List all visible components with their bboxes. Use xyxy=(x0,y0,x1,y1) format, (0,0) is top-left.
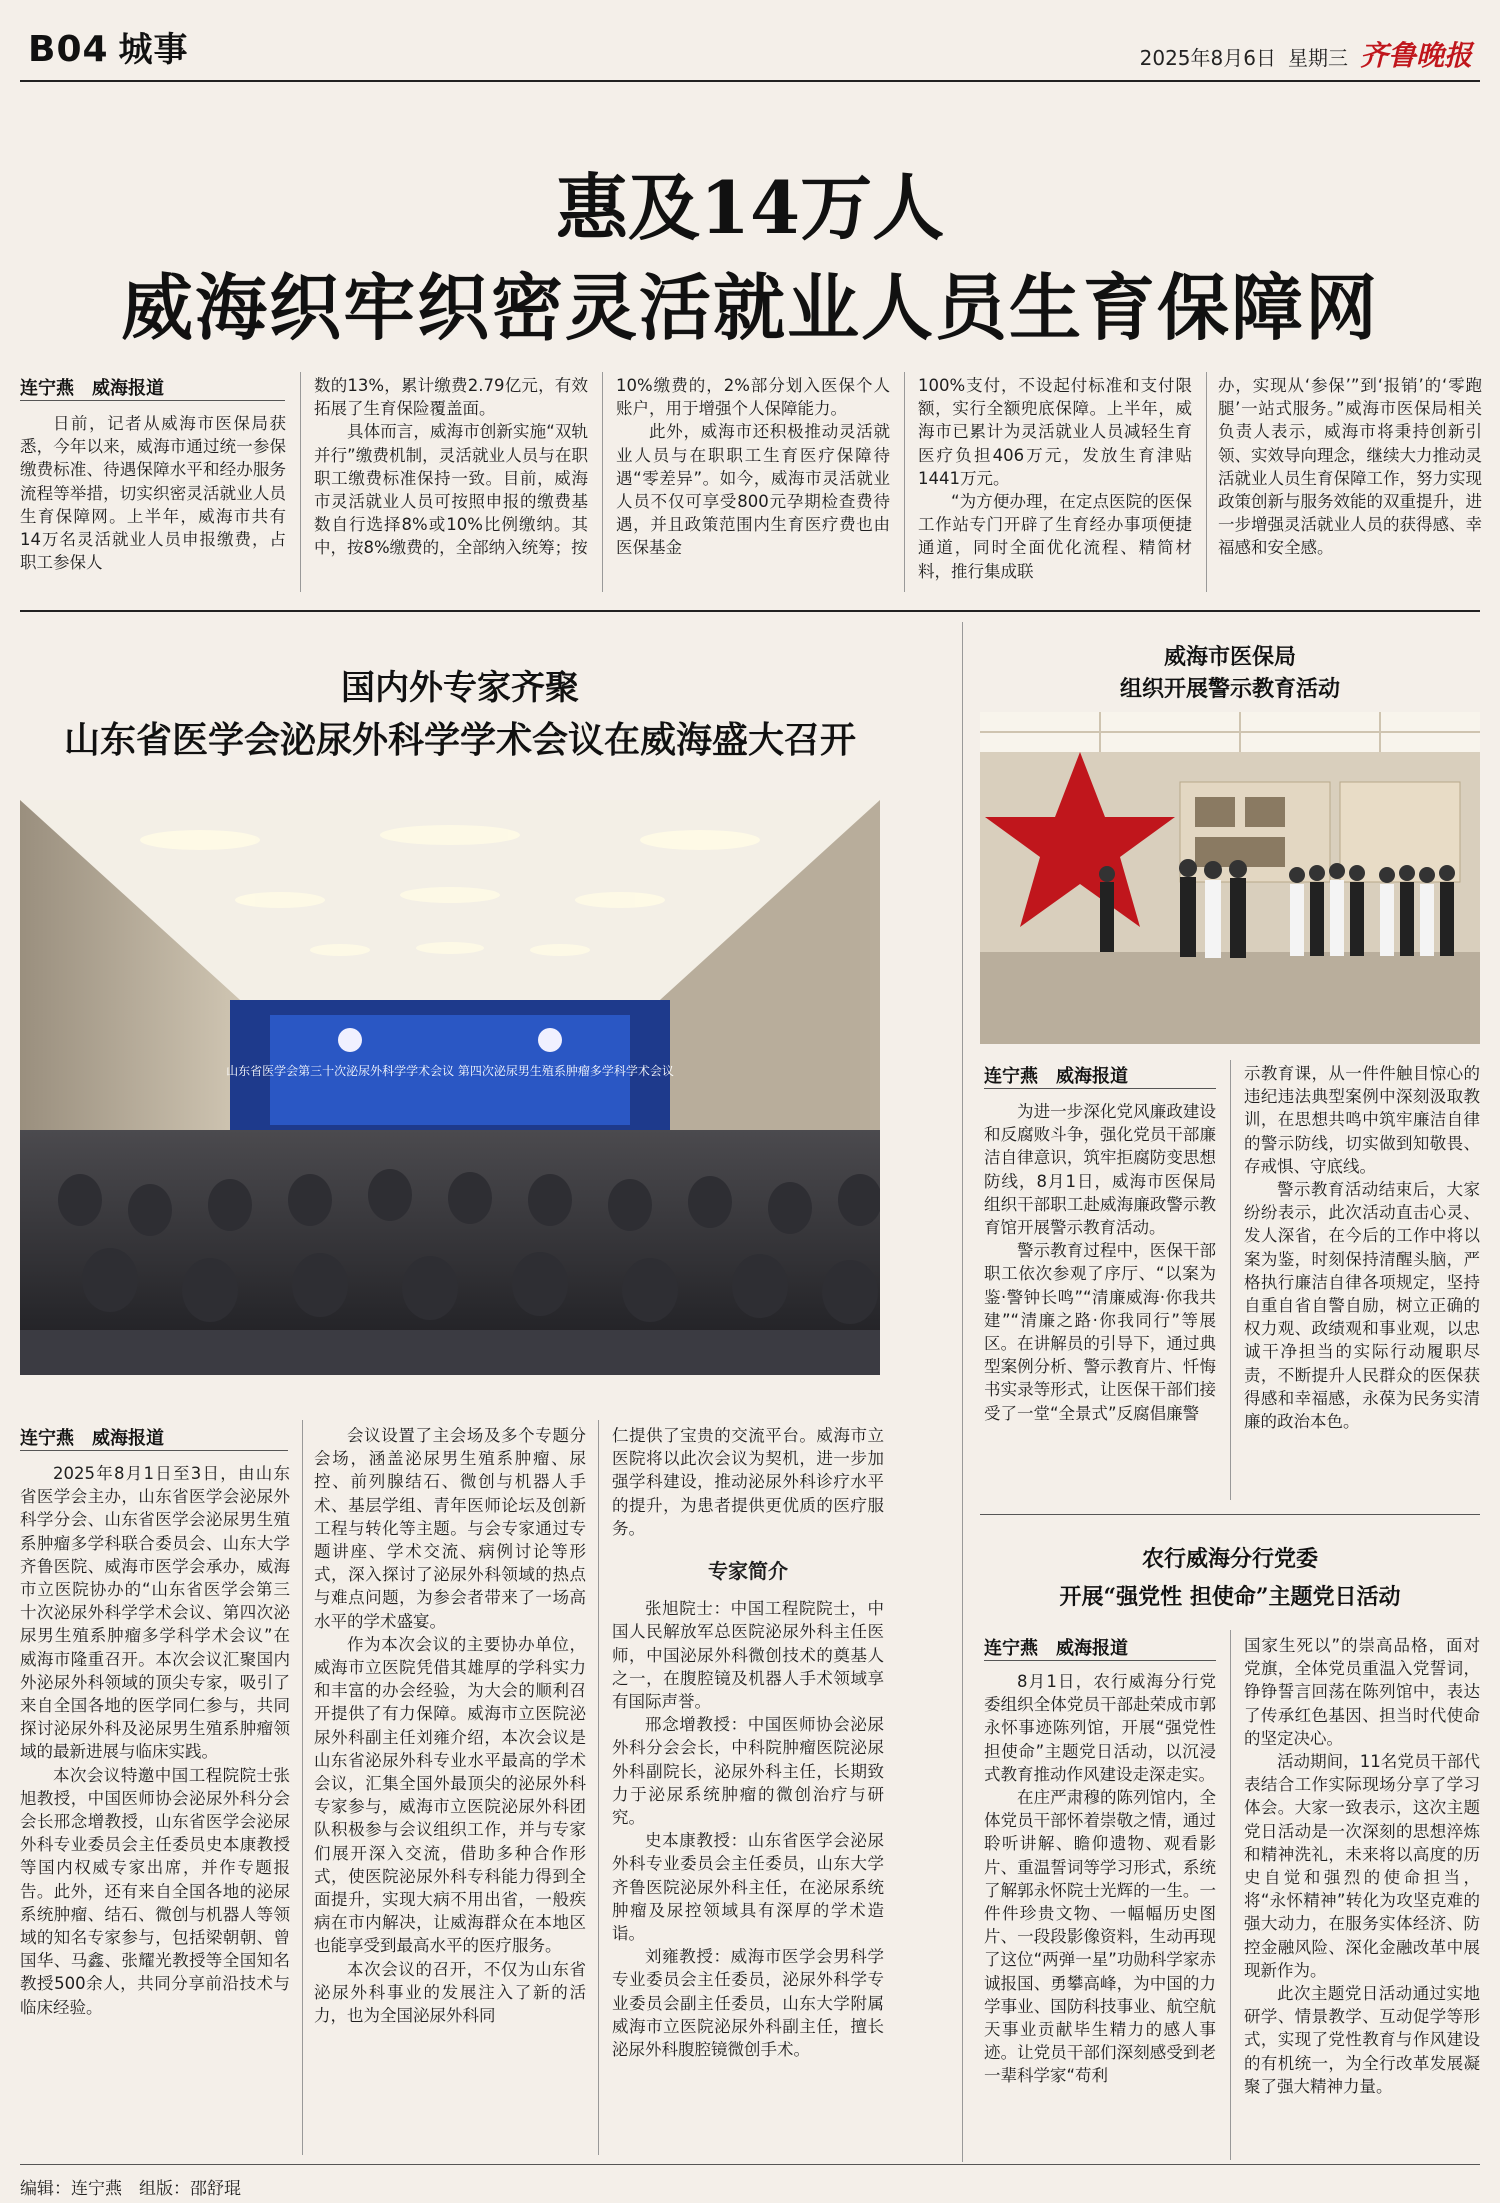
newspaper-logo: 齐鲁晚报 xyxy=(1359,39,1472,72)
conference-hall-illustration xyxy=(20,800,880,1375)
story4-headline-line2: 开展“强党性 担使命”主题党日活动 xyxy=(1059,1584,1401,1610)
conference-photo xyxy=(20,800,880,1375)
column-divider xyxy=(302,1420,303,2155)
lead-column-1 xyxy=(20,412,286,574)
lead-column-3 xyxy=(616,374,890,560)
page-number: B04 xyxy=(28,29,109,70)
paragraph: 10%缴费的，2%部分划入医保个人账户，用于增强个人保障能力。 xyxy=(616,376,890,419)
story3-bottom-rule xyxy=(980,1514,1480,1515)
paragraph: 本次会议特邀中国工程院院士张旭教授，中国医师协会泌尿外科分会会长邢念增教授，山东省医学会泌尿外科专业委员会主任委员史本康教授等国内权威专家出席，并作专题报告。此外，还有来自全国各地的泌尿系统肿瘤、结石、微创与机器人等领域的知名专家参与，包括梁朝朝、曾国华、马鑫、张耀光教授等全国知名教授500余人，共同分享前沿技术与临床经验。 xyxy=(20,1765,290,2017)
exhibition-hall-illustration xyxy=(980,712,1480,1044)
paragraph: 示教育课，从一件件触目惊心的违纪违法典型案例中深刻汲取教训，在思想共鸣中筑牢廉洁自律的警示防线，切实做到知敬畏、存戒惧、守底线。 xyxy=(1244,1064,1480,1176)
paragraph: 此外，威海市还积极推动灵活就业人员与在职职工生育医疗保障待遇“零差异”。如今，威海市灵活就业人员不仅可享受800元孕期检查费待遇，并且政策范围内生育医疗费也由医保基金 xyxy=(616,422,890,558)
paragraph: 2025年8月1日至3日，由山东省医学会主办，山东省医学会泌尿外科学分会、山东省医学会泌尿男生殖系肿瘤多学科联合委员会、山东大学齐鲁医院、威海市医学会承办，威海市立医院协办的“山东省医学会第三十次泌尿外科学学术会议、第四次泌尿男生殖系肿瘤多学科学术会议”在威海市隆重召开。本次会议汇聚国内外泌尿外科领域的顶尖专家，吸引了来自全国各地的医学同仁参与，共同探讨泌尿外科及泌尿男生殖系肿瘤领域的最新进展与临床实践。 xyxy=(20,1464,290,1762)
paragraph: “为方便办理，在定点医院的医保工作站专门开辟了生育经办事项便捷通道，同时全面优化流程、精简材料，推行集成联 xyxy=(918,492,1192,581)
editor-credit: 编辑：连宁燕 组版：邵舒琨 xyxy=(20,2179,241,2199)
paragraph: 本次会议的召开，不仅为山东省泌尿外科事业的发展注入了新的活力，也为全国泌尿外科同 xyxy=(314,1959,586,2026)
masthead-info xyxy=(1140,34,1472,74)
column-divider xyxy=(602,372,603,592)
column-divider xyxy=(300,372,301,592)
story4-byline: 连宁燕 威海报道 xyxy=(984,1638,1128,1659)
column-divider xyxy=(904,372,905,592)
paragraph: 活动期间，11名党员干部代表结合工作实际现场分享了学习体会。大家一致表示，这次主题党日活动是一次深刻的思想淬炼和精神洗礼，未来将以高度的历史自觉和强烈的使命担当，将“永怀精神”转化为攻坚克难的强大动力，在服务实体经济、防控金融风险、深化金融改革中展现新作为。 xyxy=(1244,1752,1480,1980)
issue-weekday: 星期三 xyxy=(1287,46,1348,70)
paragraph: 日前，记者从威海市医保局获悉，今年以来，威海市通过统一参保缴费标准、待遇保障水平和经办服务流程等举措，切实织密灵活就业人员生育保障网。上半年，威海市共有14万名灵活就业人员申报缴费，占职工参保人 xyxy=(20,414,286,573)
byline-rule xyxy=(20,400,285,401)
story4-column-1 xyxy=(984,1670,1233,2088)
lead-byline: 连宁燕 威海报道 xyxy=(20,378,164,399)
story2-column-3 xyxy=(612,1424,884,2061)
story4-column-2 xyxy=(1244,1634,1480,2098)
column-divider xyxy=(598,1420,599,2155)
stage-banner-text: 山东省医学会第三十次泌尿外科学学术会议 第四次泌尿男生殖系肿瘤多学科学术会议 xyxy=(226,1064,674,1078)
paragraph: 仁提供了宝贵的交流平台。威海市立医院将以此次会议为契机，进一步加强学科建设，推动泌尿外科诊疗水平的提升，为患者提供更优质的医疗服务。 xyxy=(612,1426,884,1538)
story2-byline: 连宁燕 威海报道 xyxy=(20,1428,164,1449)
story3-headline-line2: 组织开展警示教育活动 xyxy=(1119,676,1340,702)
page-section-label xyxy=(28,22,189,71)
paragraph: 此次主题党日活动通过实地研学、情景教学、互动促学等形式，实现了党性教育与作风建设的有机统一，为全行改革发展凝聚了强大精神力量。 xyxy=(1244,1984,1480,2096)
expert-bio: 张旭院士：中国工程院院士，中国人民解放军总医院泌尿外科主任医师，中国泌尿外科微创技术的奠基人之一，在腹腔镜及机器人手术领域享有国际声誉。 xyxy=(612,1599,884,1712)
byline-rule xyxy=(984,1088,1216,1089)
story3-column-2 xyxy=(1244,1062,1480,1433)
paragraph: 警示教育活动结束后，大家纷纷表示，此次活动直击心灵、发人深省，在今后的工作中将以案为鉴，时刻保持清醒头脑，严格执行廉洁自律各项规定，坚持自重自省自警自励，树立正确的权力观、政绩观和事业观，以忠诚干净担当的实际行动履职尽责，不断提升人民群众的医保获得感和幸福感，永葆为民务实清廉的政治本色。 xyxy=(1244,1180,1480,1432)
expert-bio: 邢念增教授：中国医师协会泌尿外科分会会长，中科院肿瘤医院泌尿外科副院长，泌尿外科主任，长期致力于泌尿系统肿瘤的微创治疗与研究。 xyxy=(612,1715,884,1828)
lead-headline-line2: 威海织牢织密灵活就业人员生育保障网 xyxy=(120,265,1379,350)
paragraph: 在庄严肃穆的陈列馆内，全体党员干部怀着崇敬之情，通过聆听讲解、瞻仰遗物、观看影片、重温誓词等学习形式，系统了解郭永怀院士光辉的一生。一件件珍贵文物、一幅幅历史图片、一段段影像资料，生动再现了这位“两弹一星”功勋科学家赤诚报国、勇攀高峰，为中国的力学事业、国防科技事业、航空航天事业贡献毕生精力的感人事迹。让党员干部们深刻感受到老一辈科学家“苟利 xyxy=(984,1788,1216,2086)
header-rule xyxy=(20,80,1480,82)
paragraph: 警示教育过程中，医保干部职工依次参观了序厅、“以案为鉴·警钟长鸣”“清廉威海·你我共建”“清廉之路·你我同行”等展区。在讲解员的引导下，通过典型案例分析、警示教育片、忏悔书实录等形式，让医保干部们接受了一堂“全景式”反腐倡廉警 xyxy=(984,1241,1216,1423)
paragraph: 8月1日，农行威海分行党委组织全体党员干部赴荣成市郭永怀事迹陈列馆，开展“强党性 担使命”主题党日活动，以沉浸式教育推动作风建设走深走实。 xyxy=(984,1672,1233,1784)
exhibition-photo xyxy=(980,712,1480,1044)
paragraph: 会议设置了主会场及多个专题分会场，涵盖泌尿男生殖系肿瘤、尿控、前列腺结石、微创与机器人手术、基层学组、青年医师论坛及创新工程与转化等主题。与会专家通过专题讲座、学术交流、病例讨论等形式，深入探讨了泌尿外科领域的热点与难点问题，为参会者带来了一场高水平的学术盛宴。 xyxy=(314,1426,586,1631)
story4-headline-line1: 农行威海分行党委 xyxy=(1141,1546,1318,1572)
story3-byline: 连宁燕 威海报道 xyxy=(984,1066,1128,1087)
paragraph: 100%支付，不设起付标准和支付限额，实行全额兜底保障。上半年，威海市已累计为灵活就业人员减轻生育医疗负担406万元，发放生育津贴1441万元。 xyxy=(918,376,1192,488)
column-divider xyxy=(1206,372,1207,592)
story2-column-1 xyxy=(20,1462,290,2019)
expert-bio: 刘雍教授：威海市医学会男科学专业委员会主任委员，泌尿外科学专业委员会副主任委员，山东大学附属威海市立医院泌尿外科副主任，擅长泌尿外科腹腔镜微创手术。 xyxy=(612,1947,884,2060)
section-name: 城事 xyxy=(118,30,189,70)
paragraph: 具体而言，威海市创新实施“双轨并行”缴费机制，灵活就业人员与在职职工缴费标准保持一致。目前，威海市灵活就业人员可按照申报的缴费基数自行选择8%或10%比例缴纳。其中，按8%缴费的，全部纳入统筹；按 xyxy=(314,422,588,558)
lead-column-2 xyxy=(314,374,588,560)
paragraph: 国家生死以”的崇高品格，面对党旗，全体党员重温入党誓词，铮铮誓言回荡在陈列馆中，表达了传承红色基因、担当时代使命的坚定决心。 xyxy=(1244,1636,1480,1748)
byline-rule xyxy=(984,1660,1216,1661)
story2-headline-line2: 山东省医学会泌尿外科学学术会议在威海盛大召开 xyxy=(63,719,856,761)
paragraph: 数的13%，累计缴费2.79亿元，有效拓展了生育保险覆盖面。 xyxy=(314,376,588,419)
column-divider xyxy=(1230,1060,1231,1500)
story3-column-1 xyxy=(984,1100,1216,1425)
section-divider xyxy=(962,622,963,2162)
byline-rule xyxy=(20,1450,288,1451)
lead-headline-line1: 惠及14万人 xyxy=(555,165,945,250)
footer-rule xyxy=(20,2164,1480,2165)
column-divider xyxy=(1230,1630,1231,2160)
issue-date: 2025年8月6日 xyxy=(1139,46,1276,70)
story2-headline-line1: 国内外专家齐聚 xyxy=(341,668,579,708)
paragraph: 作为本次会议的主要协办单位，威海市立医院凭借其雄厚的学科实力和丰富的办会经验，为大会的顺利召开提供了有力保障。威海市立医院泌尿外科副主任刘雍介绍，本次会议是山东省泌尿外科专业水平最高的学术会议，汇集全国外最顶尖的泌尿外科专家参与，威海市立医院泌尿外科团队积极参与会议组织工作，并与专家们展开深入交流，借助多种合作形式，使医院泌尿外科专科能力得到全面提升，实现大病不用出省，一般疾病在市内解决，让威海群众在本地区也能享受到最高水平的医疗服务。 xyxy=(314,1634,586,1956)
story3-headline-line1: 威海市医保局 xyxy=(1163,644,1296,670)
expert-bio: 史本康教授：山东省医学会泌尿外科专业委员会主任委员，山东大学齐鲁医院泌尿外科主任，在泌尿系统肿瘤及尿控领域具有深厚的学术造诣。 xyxy=(612,1831,884,1944)
paragraph: 为进一步深化党风廉政建设和反腐败斗争，强化党员干部廉洁自律意识，筑牢拒腐防变思想防线，8月1日，威海市医保局组织干部职工赴威海廉政警示教育馆开展警示教育活动。 xyxy=(984,1102,1216,1238)
story2-column-2 xyxy=(314,1424,586,2027)
lead-column-4 xyxy=(918,374,1192,583)
lead-column-5 xyxy=(1218,374,1482,560)
paragraph: 办，实现从‘参保’”到‘报销’的‘零跑腿’一站式服务。”威海市医保局相关负责人表示，威海市将秉持创新引领、实效导向理念，继续大力推动灵活就业人员生育保障工作，努力实现政策创新与服务效能的双重提升，进一步增强灵活就业人员的获得感、幸福感和安全感。 xyxy=(1218,376,1482,558)
lead-bottom-rule xyxy=(20,610,1480,612)
experts-heading: 专家简介 xyxy=(708,1559,788,1584)
